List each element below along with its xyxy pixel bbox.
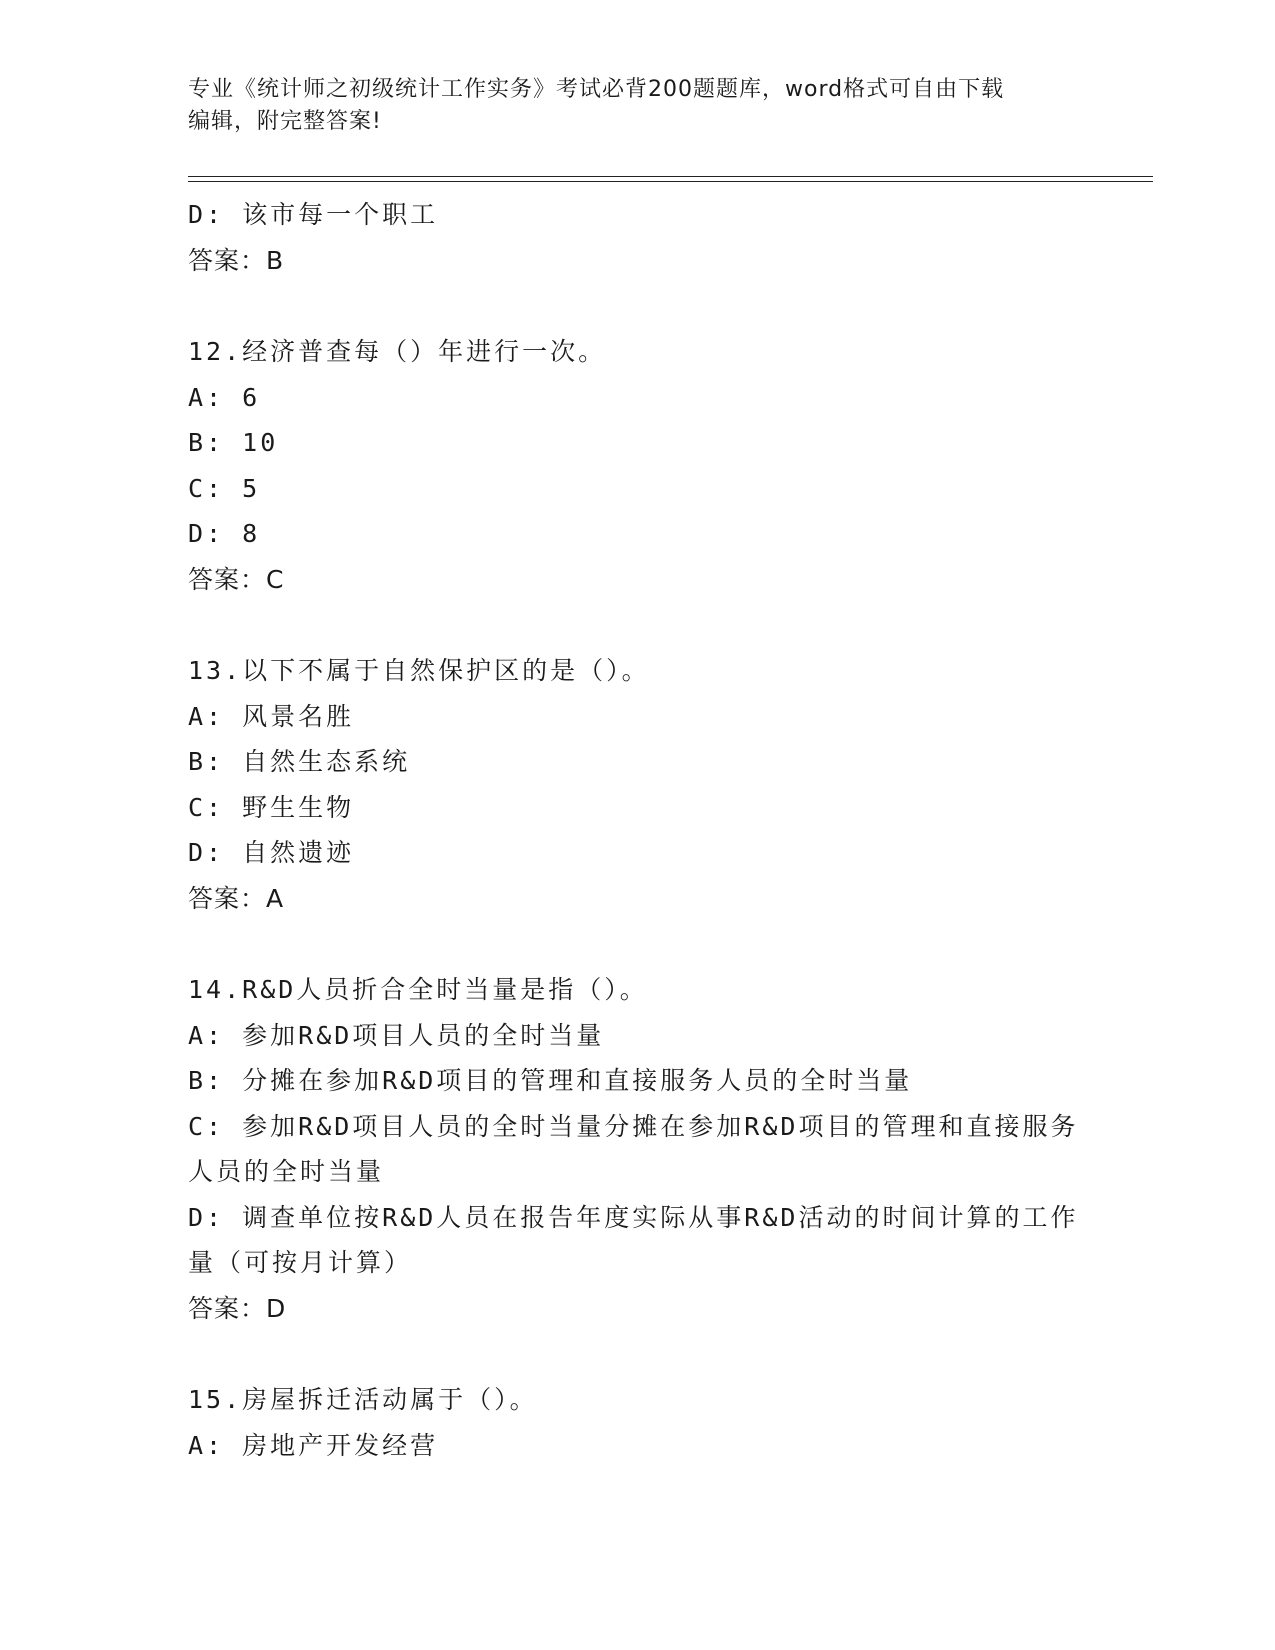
option-d: D: 调查单位按R&D人员在报告年度实际从事R&D活动的时间计算的工作量（可按月计算） <box>188 1202 1079 1277</box>
header-title-line1: 专业《统计师之初级统计工作实务》考试必背200题题库，word格式可自由下载 <box>188 77 1005 102</box>
question-block-11-tail <box>188 192 1088 283</box>
option-c: C: 野生生物 <box>188 792 355 822</box>
answer-line: 答案：B <box>188 245 285 275</box>
option-c: C: 参加R&D项目人员的全时当量分摊在参加R&D项目的管理和直接服务人员的全时当量 <box>188 1111 1079 1186</box>
question-text: 13.以下不属于自然保护区的是（）。 <box>188 656 650 685</box>
question-list <box>188 192 1088 1468</box>
question-block-13 <box>188 648 1088 921</box>
option-a: A: 风景名胜 <box>188 701 355 731</box>
option-a: A: 参加R&D项目人员的全时当量 <box>188 1020 605 1050</box>
question-text: 12.经济普查每（）年进行一次。 <box>188 337 607 366</box>
option-a: A: 房地产开发经营 <box>188 1430 439 1460</box>
header-divider-top <box>188 176 1153 177</box>
option-d: D: 该市每一个职工 <box>188 200 439 229</box>
option-a: A: 6 <box>188 382 261 412</box>
option-b: B: 10 <box>188 428 279 457</box>
question-block-12 <box>188 329 1088 602</box>
answer-line: 答案：C <box>188 564 285 594</box>
option-b: B: 分摊在参加R&D项目的管理和直接服务人员的全时当量 <box>188 1066 913 1095</box>
document-header <box>188 74 1088 138</box>
question-block-15 <box>188 1377 1088 1468</box>
header-divider-bottom <box>188 181 1153 182</box>
header-title-line2: 编辑，附完整答案! <box>188 109 382 134</box>
option-d: D: 自然遗迹 <box>188 838 355 867</box>
question-text: 14.R&D人员折合全时当量是指（）。 <box>188 975 648 1004</box>
option-b: B: 自然生态系统 <box>188 747 411 776</box>
option-d: D: 8 <box>188 519 261 548</box>
option-c: C: 5 <box>188 473 261 503</box>
question-text: 15.房屋拆迁活动属于（）。 <box>188 1385 538 1414</box>
question-block-14 <box>188 967 1088 1331</box>
answer-line: 答案：A <box>188 883 285 913</box>
answer-line: 答案：D <box>188 1293 287 1323</box>
